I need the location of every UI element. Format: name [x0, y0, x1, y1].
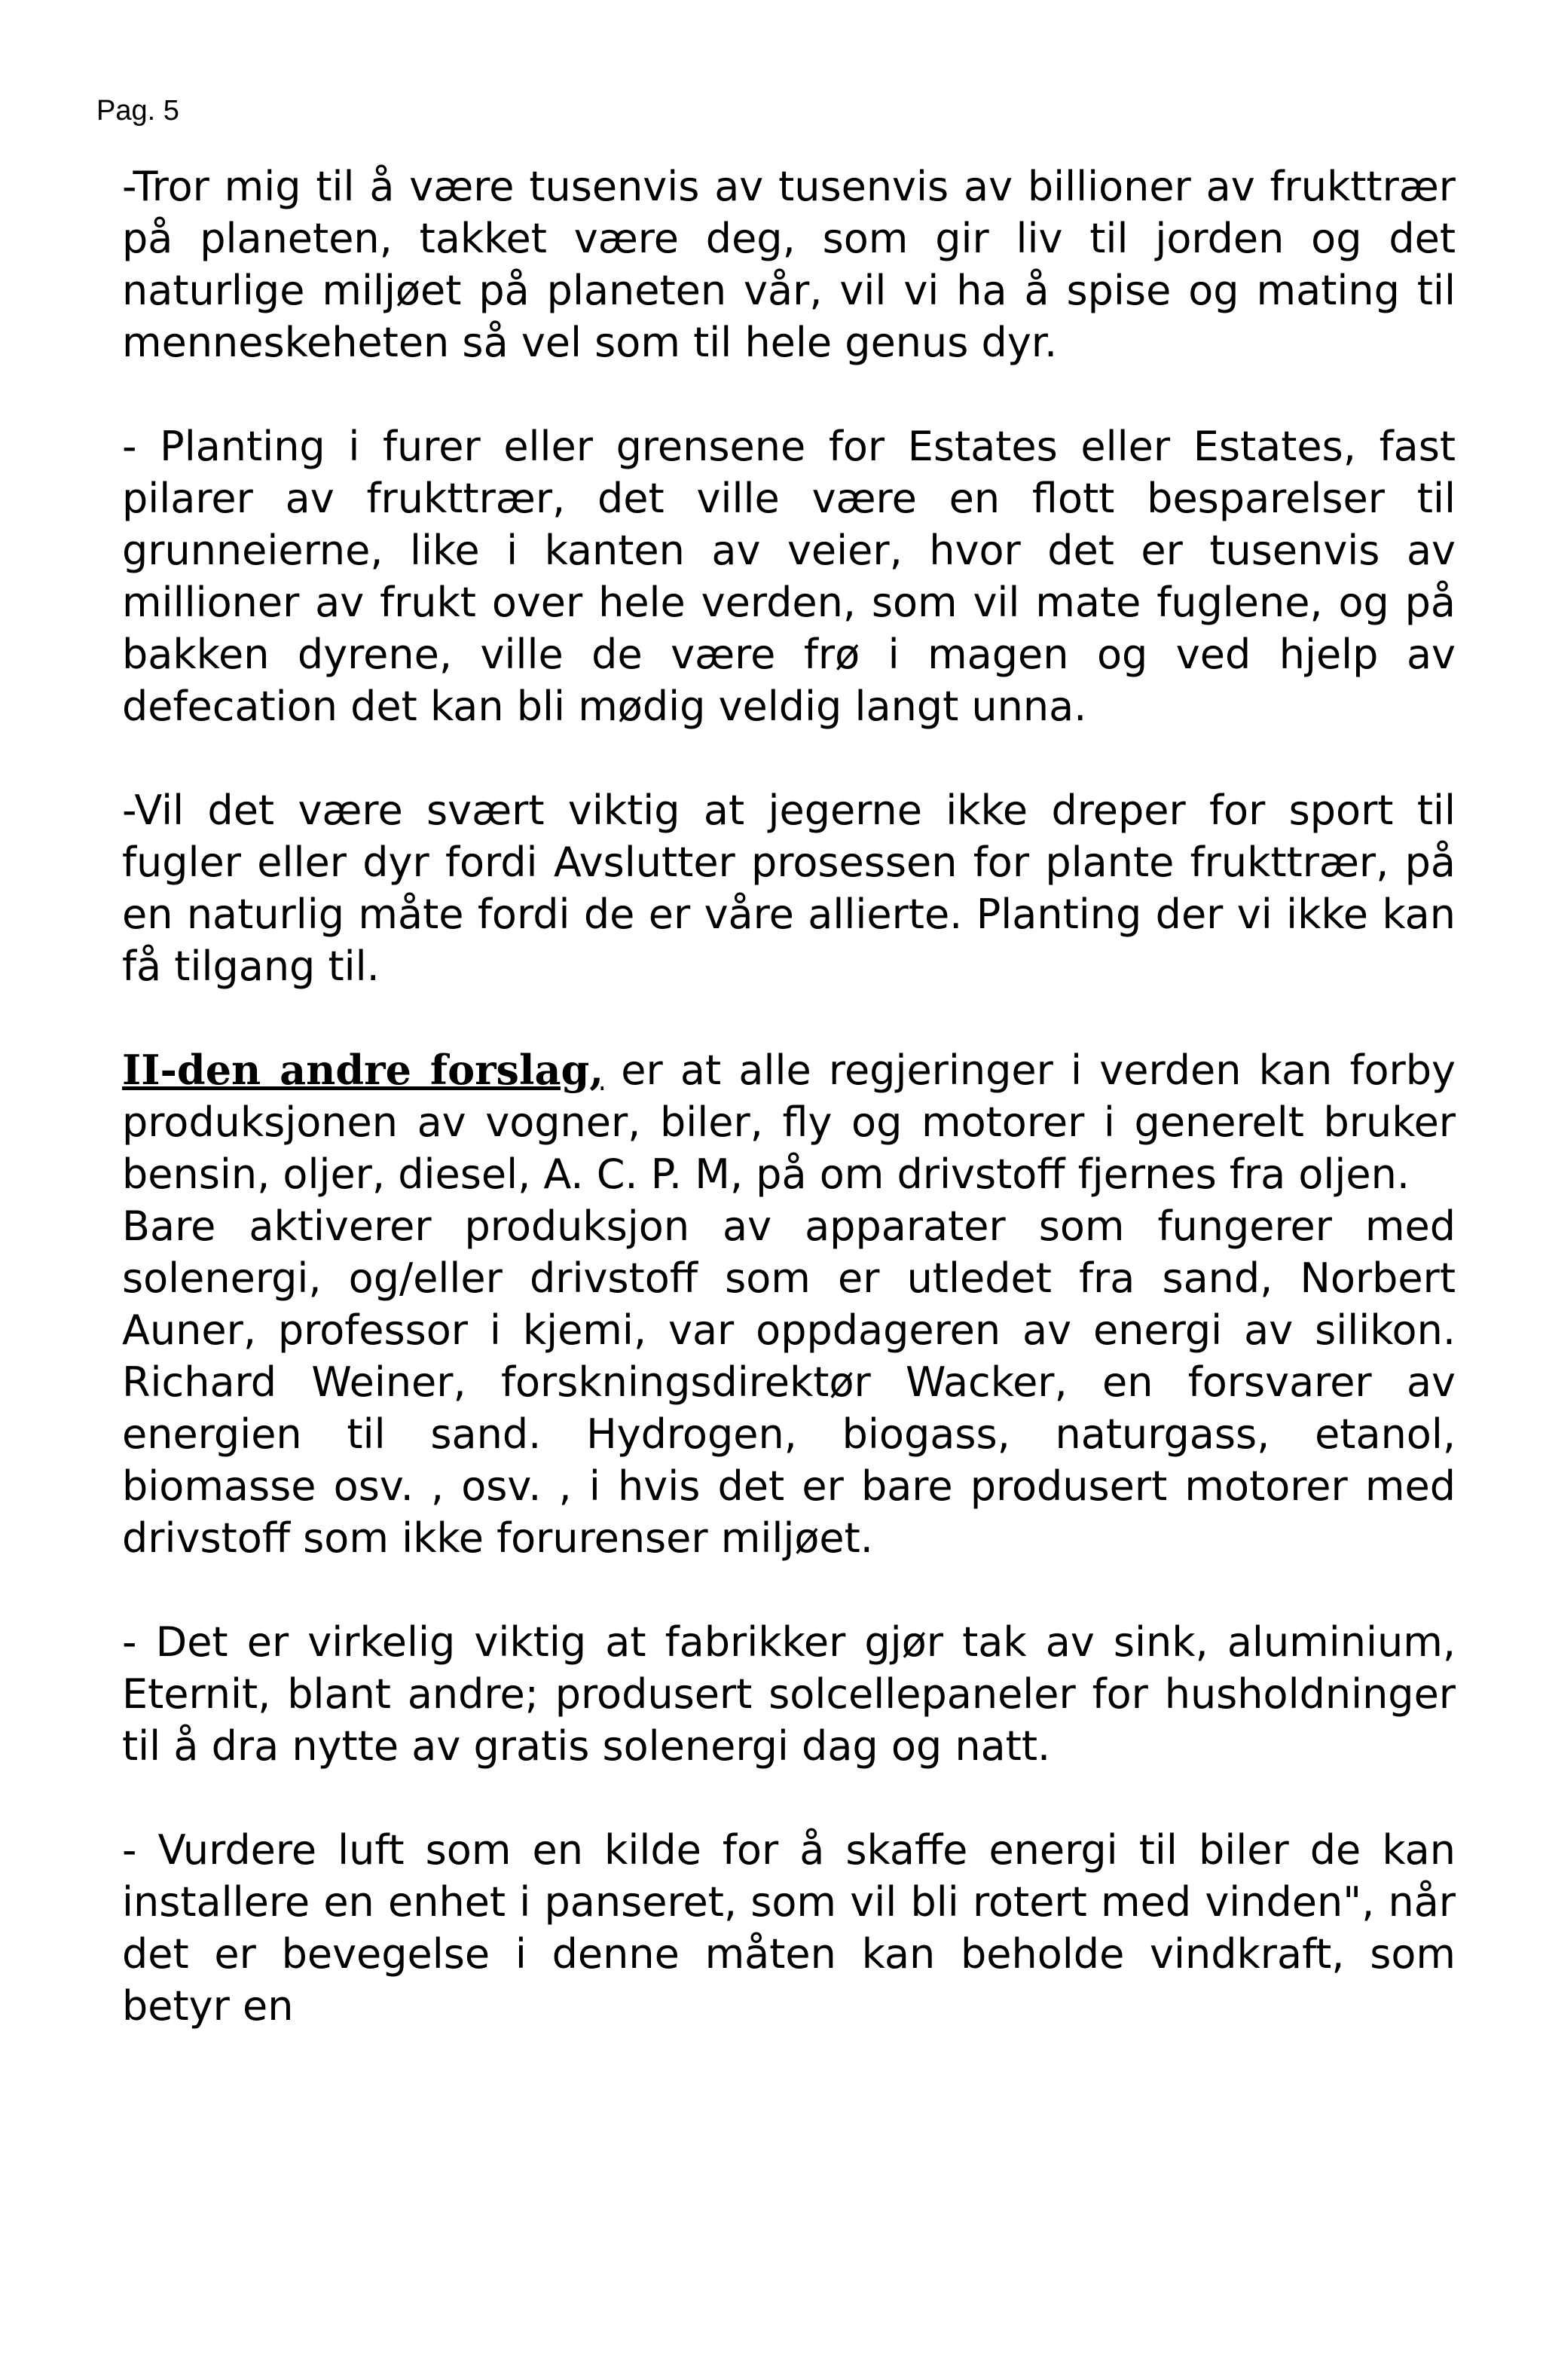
paragraph-planting: - Planting i furer eller grensene for Estates eller Estates, fast pilarer av frukttrær, det ville være en flott besparelser til grunneierne, like i kanten av veier, hvor det er tusenvis av millioner av frukt over hele verden, som vil mate fuglene, og på bakken dyrene, ville de være frø i magen og ved hjelp av defecation det kan bli mødig veldig langt unna.: [122, 423, 1456, 730]
document-body: [122, 160, 1456, 2084]
paragraph-fruit-trees: -Tror mig til å være tusenvis av tusenvis av billioner av frukttrær på planeten, takket være deg, som gir liv til jorden og det naturlige miljøet på planeten vår, vil vi ha å spise og mating til menneskeheten så vel som til hele genus dyr.: [122, 163, 1456, 366]
paragraph-hunters: -Vil det være svært viktig at jegerne ikke dreper for sport til fugler eller dyr fordi Avslutter prosessen for plante frukttrær, på en naturlig måte fordi de er våre allierte. Planting der vi ikke kan få tilgang til.: [122, 787, 1456, 990]
paragraph-solar-energy: Bare aktiverer produksjon av apparater som fungerer med solenergi, og/eller drivstoff som er utledet fra sand, Norbert Auner, professor i kjemi, var oppdageren av energi av silikon. Richard Weiner, forskningsdirektør Wacker, en forsvarer av energien til sand. Hydrogen, biogass, naturgass, etanol, biomasse osv. , osv. , i hvis det er bare produsert motorer med drivstoff som ikke forurenser miljøet.: [122, 1202, 1456, 1562]
proposal-text: er at alle regjeringer i verden kan forby produksjonen av vogner, biler, fly og motorer i generelt bruker bensin, oljer, diesel, A. C. P. M, på om drivstoff fjernes fra oljen.: [122, 1046, 1456, 1198]
proposal-heading: II-den andre forslag,: [122, 1046, 604, 1094]
paragraph-factories: - Det er virkelig viktig at fabrikker gjør tak av sink, aluminium, Eternit, blant andre; produsert solcellepaneler for husholdninger til å dra nytte av gratis solenergi dag og natt.: [122, 1618, 1456, 1770]
page-number: Pag. 5: [96, 95, 179, 127]
paragraph-wind-energy: - Vurdere luft som en kilde for å skaffe energi til biler de kan installere en enhet i panseret, som vil bli rotert med vinden", når det er bevegelse i denne måten kan beholde vindkraft, som betyr en: [122, 1826, 1456, 2030]
paragraph-second-proposal: [122, 1044, 1456, 1200]
